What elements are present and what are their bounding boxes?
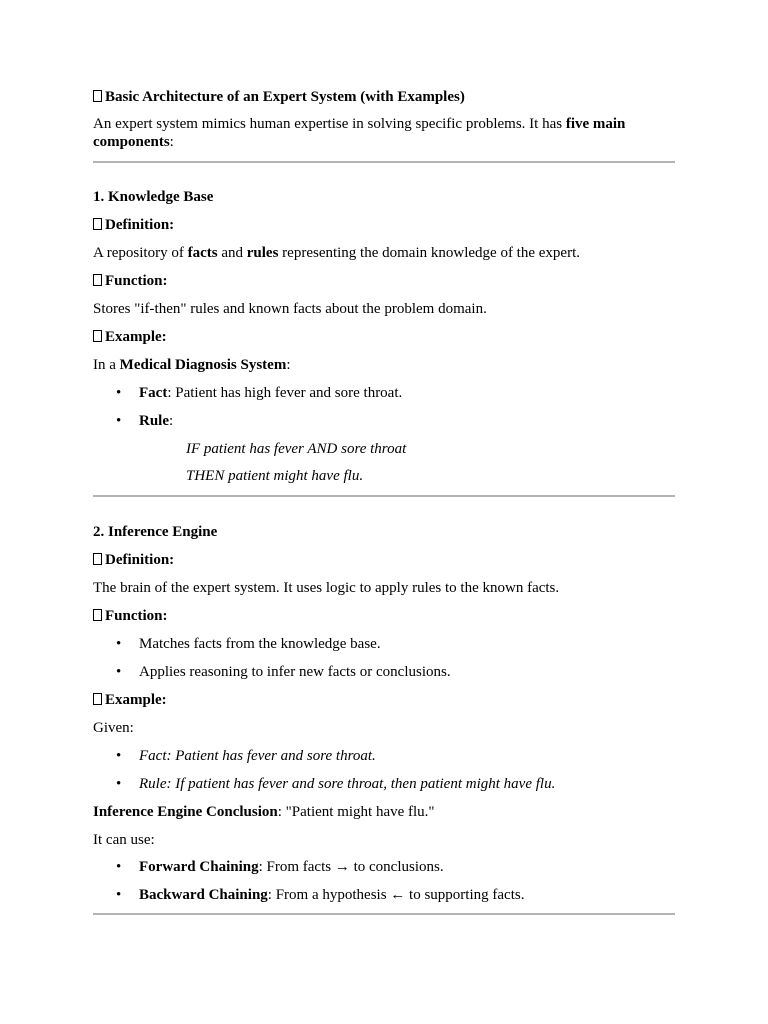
intro-paragraph-line2: components: [93, 134, 174, 150]
section-heading-inference-engine: 2. Inference Engine [93, 524, 218, 540]
bullet-icon: • [116, 664, 122, 680]
list-item-forward-chaining: Forward Chaining: From facts → to conclusions. [139, 859, 444, 875]
rule-then-line: THEN patient might have flu. [186, 468, 364, 484]
rule-if-line: IF patient has fever AND sore throat [186, 441, 407, 457]
example-intro: In a Medical Diagnosis System: [93, 357, 291, 373]
missing-glyph-icon [93, 218, 102, 230]
missing-glyph-icon [93, 274, 102, 286]
bullet-icon: • [116, 413, 122, 429]
bullet-icon: • [116, 385, 122, 401]
definition-text: A repository of facts and rules representing the domain knowledge of the expert. [93, 245, 580, 261]
list-item-given-fact: Fact: Patient has fever and sore throat. [139, 748, 376, 764]
conclusion-line: Inference Engine Conclusion: "Patient might have flu." [93, 804, 435, 820]
list-item-backward-chaining: Backward Chaining: From a hypothesis ← to supporting facts. [139, 887, 525, 903]
list-item-fact: Fact: Patient has high fever and sore throat. [139, 385, 403, 401]
missing-glyph-icon [93, 330, 102, 342]
can-use-line: It can use: [93, 832, 155, 848]
example-label: Example: [93, 328, 167, 346]
list-item-rule: Rule: [139, 413, 174, 429]
missing-glyph-icon [93, 90, 102, 102]
bullet-icon: • [116, 748, 122, 764]
bullet-icon: • [116, 636, 122, 652]
definition-label: Definition: [93, 216, 174, 234]
example-label: Example: [93, 691, 167, 709]
missing-glyph-icon [93, 693, 102, 705]
missing-glyph-icon [93, 553, 102, 565]
function-label: Function: [93, 272, 168, 290]
list-item-given-rule: Rule: If patient has fever and sore throat, then patient might have flu. [139, 776, 556, 792]
bullet-icon: • [116, 887, 122, 903]
document-title: Basic Architecture of an Expert System (with Examples) [93, 88, 465, 106]
function-text: Stores "if-then" rules and known facts about the problem domain. [93, 301, 487, 317]
given-label: Given: [93, 720, 134, 736]
bullet-icon: • [116, 859, 122, 875]
divider [93, 913, 675, 915]
definition-text: The brain of the expert system. It uses logic to apply rules to the known facts. [93, 580, 560, 596]
divider [93, 161, 675, 163]
divider [93, 495, 675, 497]
bullet-icon: • [116, 776, 122, 792]
function-label: Function: [93, 607, 168, 625]
missing-glyph-icon [93, 609, 102, 621]
intro-paragraph-line1: An expert system mimics human expertise in solving specific problems. It has five main [93, 116, 626, 132]
list-item: Applies reasoning to infer new facts or conclusions. [139, 664, 451, 680]
definition-label: Definition: [93, 551, 174, 569]
list-item: Matches facts from the knowledge base. [139, 636, 381, 652]
section-heading-knowledge-base: 1. Knowledge Base [93, 189, 214, 205]
